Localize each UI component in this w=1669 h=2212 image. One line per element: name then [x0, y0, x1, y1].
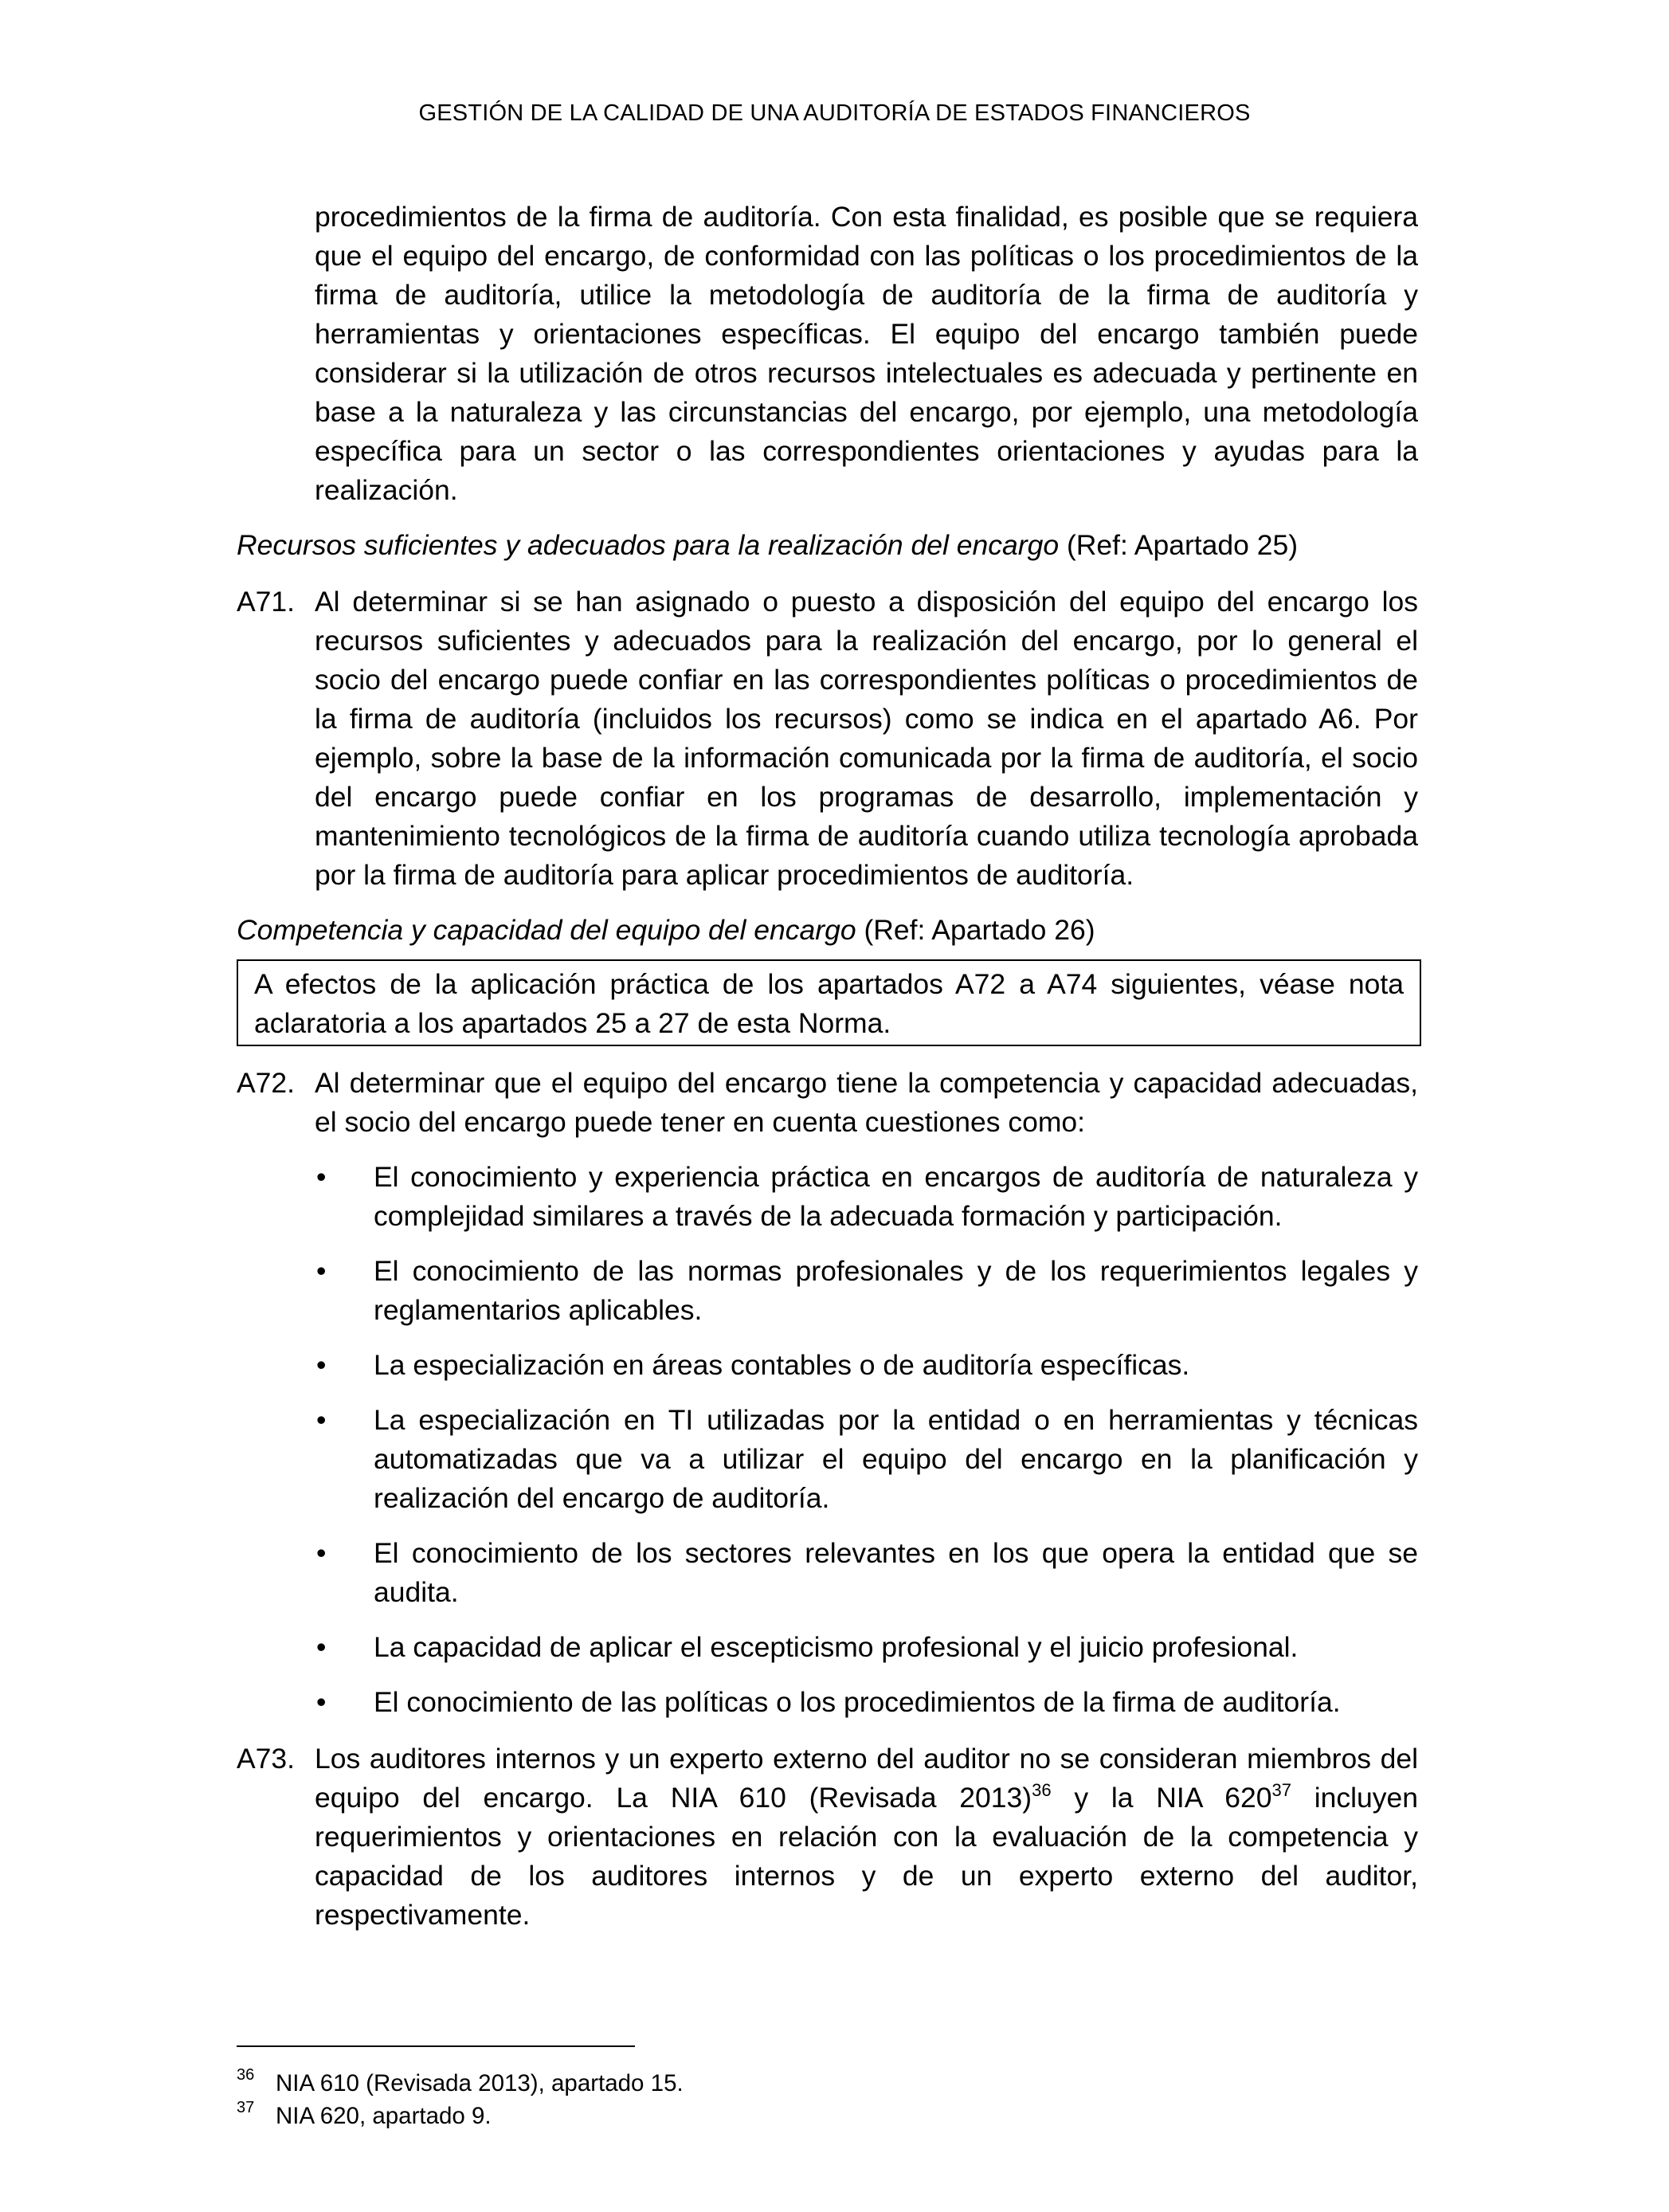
footnote-number: 37 [237, 2099, 255, 2116]
footnote-text: NIA 620, apartado 9. [276, 2103, 492, 2129]
list-item [315, 1252, 1418, 1330]
bullet-icon: • [316, 1404, 327, 1436]
running-header: GESTIÓN DE LA CALIDAD DE UNA AUDITORÍA DE ESTADOS FINANCIEROS [418, 100, 1251, 126]
paragraph-a71 [237, 582, 1418, 895]
paragraph-number: A73. [237, 1743, 296, 1775]
bullet-icon: • [316, 1686, 327, 1718]
paragraph-text: Los auditores internos y un experto externo del auditor no se consideran miembros del equipo del encargo. La NIA 610 (Revisada 2013) [315, 1743, 1418, 1814]
section-reference: (Ref: Apartado 26) [864, 914, 1095, 946]
paragraph-text: Al determinar si se han asignado o puesto a disposición del equipo del encargo los recursos suficientes y adecuados para la realización del encargo, por lo general el socio del encargo puede confiar en las correspondientes políticas o procedimientos de la firma de auditoría (incluidos los recursos) como se indica en el apartado A6. Por ejemplo, sobre la base de la información comunicada por la firma de auditoría, el socio del encargo puede confiar en los programas de desarrollo, implementación y mantenimiento tecnológicos de la firma de auditoría cuando utiliza tecnología aprobada por la firma de auditoría para aplicar procedimientos de auditoría. [315, 586, 1418, 891]
paragraph-text: y la NIA 620 [1051, 1782, 1272, 1814]
list-item-text: La capacidad de aplicar el escepticismo profesional y el juicio profesional. [374, 1631, 1299, 1663]
paragraph-number: A71. [237, 586, 296, 618]
list-item [315, 1534, 1418, 1612]
footnote-reference[interactable]: 37 [1271, 1780, 1291, 1800]
paragraph-text: incluyen requerimientos y orientaciones en relación con la evaluación de la competencia y capacidad de los auditores internos y de un experto externo del auditor, respectivamente. [315, 1782, 1418, 1931]
paragraph-number: A72. [237, 1067, 296, 1099]
paragraph-a72 [237, 1064, 1418, 1722]
explanatory-note-box: A efectos de la aplicación práctica de los apartados A72 a A74 siguientes, véase nota aclaratoria a los apartados 25 a 27 de esta Norma. [237, 959, 1421, 1046]
footnote-text: NIA 610 (Revisada 2013), apartado 15. [276, 2070, 684, 2096]
footnote-divider [237, 2045, 635, 2047]
list-item-text: El conocimiento y experiencia práctica en encargos de auditoría de naturaleza y complejidad similares a través de la adecuada formación y participación. [374, 1161, 1418, 1232]
list-item [315, 1158, 1418, 1236]
section-heading-competencia [237, 911, 1418, 950]
list-item-text: El conocimiento de los sectores relevantes en los que opera la entidad que se audita. [374, 1537, 1418, 1608]
bullet-icon: • [316, 1255, 327, 1287]
section-heading-text: Recursos suficientes y adecuados para la realización del encargo [237, 529, 1060, 561]
paragraph-text: Al determinar que el equipo del encargo tiene la competencia y capacidad adecuadas, el socio del encargo puede tener en cuenta cuestiones como: [315, 1067, 1418, 1138]
list-item [315, 1346, 1418, 1385]
bullet-list [315, 1158, 1418, 1722]
section-heading-text: Competencia y capacidad del equipo del encargo [237, 914, 856, 946]
list-item [315, 1683, 1418, 1722]
section-heading-recursos [237, 526, 1418, 565]
bullet-icon: • [316, 1537, 327, 1569]
list-item-text: La especialización en áreas contables o de auditoría específicas. [374, 1349, 1190, 1381]
list-item-text: El conocimiento de las normas profesionales y de los requerimientos legales y reglamentarios aplicables. [374, 1255, 1418, 1326]
list-item [315, 1401, 1418, 1518]
section-reference: (Ref: Apartado 25) [1066, 529, 1299, 561]
paragraph-a73 [237, 1739, 1418, 1935]
footnote [237, 2100, 684, 2132]
bullet-icon: • [316, 1631, 327, 1663]
bullet-icon: • [316, 1161, 327, 1193]
footnote-reference[interactable]: 36 [1032, 1780, 1052, 1800]
continuation-paragraph: procedimientos de la firma de auditoría. Con esta finalidad, es posible que se requiera que el equipo del encargo, de conformidad con las políticas o los procedimientos de la firma de auditoría, utilice la metodología de auditoría de la firma de auditoría y herramientas y orientaciones específicas. El equipo del encargo también puede considerar si la utilización de otros recursos intelectuales es adecuada y pertinente en base a la naturaleza y las circunstancias del encargo, por ejemplo, una metodología específica para un sector o las correspondientes orientaciones y ayudas para la realización. [315, 201, 1418, 506]
list-item-text: El conocimiento de las políticas o los procedimientos de la firma de auditoría. [374, 1686, 1341, 1718]
footnote-number: 36 [237, 2066, 255, 2084]
list-item-text: La especialización en TI utilizadas por la entidad o en herramientas y técnicas automatizadas que va a utilizar el equipo del encargo en la planificación y realización del encargo de auditoría. [374, 1404, 1418, 1514]
footnote [237, 2067, 684, 2100]
document-body [237, 198, 1418, 1935]
list-item [315, 1628, 1418, 1667]
bullet-icon: • [316, 1349, 327, 1381]
footnotes [237, 2067, 684, 2132]
